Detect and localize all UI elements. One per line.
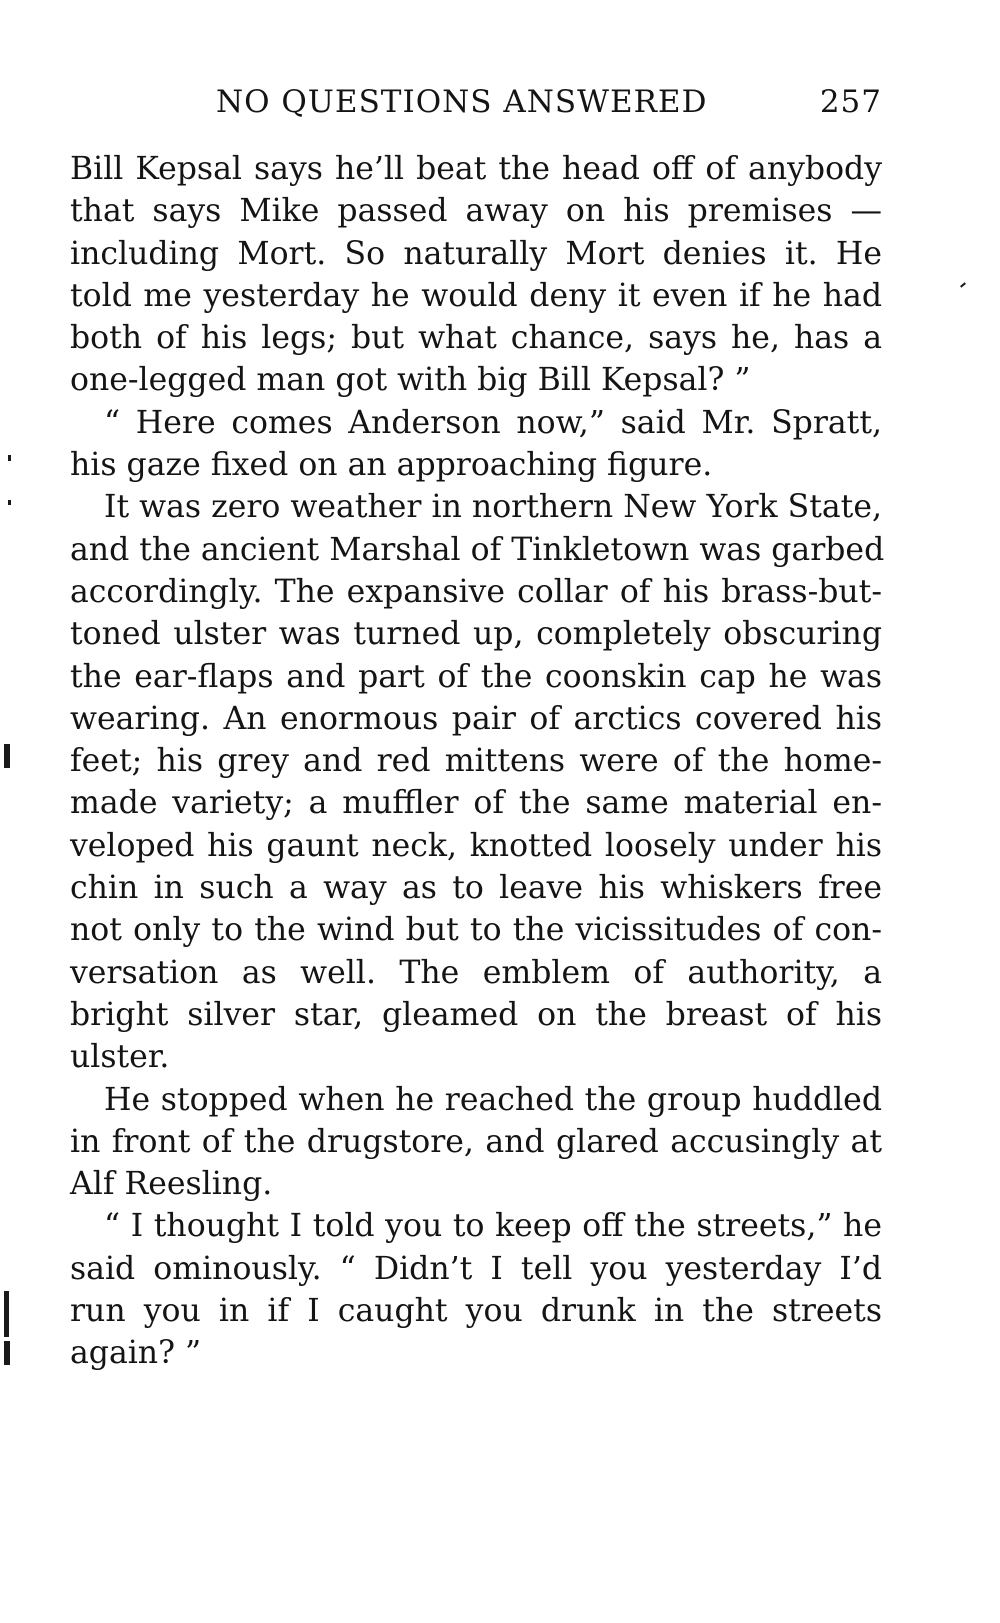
text-line: one-legged man got with big Bill Kepsal? ” [70, 362, 751, 399]
text-line: again? ” [70, 1335, 202, 1372]
scan-speck [8, 455, 11, 461]
text-line: veloped his gaunt neck, knotted loosely under his [70, 827, 882, 864]
text-line: bright silver star, gleamed on the breast of his [70, 996, 882, 1033]
text-line: in front of the drugstore, and glared accusingly at [70, 1123, 882, 1160]
text-line: toned ulster was turned up, completely obscuring [70, 616, 882, 653]
text-line: said ominously. “ Didn’t I tell you yesterday I’d [70, 1250, 882, 1287]
text-line: “ I thought I told you to keep off the streets,” he [104, 1208, 882, 1245]
text-line: wearing. An enormous pair of arctics covered his [70, 700, 882, 737]
text-line: his gaze fixed on an approaching figure. [70, 447, 713, 484]
text-line: He stopped when he reached the group huddled [104, 1081, 882, 1118]
text-line: Bill Kepsal says he’ll beat the head off of anybody [70, 151, 882, 187]
text-line: not only to the wind but to the vicissitudes of con- [70, 912, 882, 949]
running-title: NO QUESTIONS ANSWERED [216, 84, 708, 120]
text-line: ulster. [70, 1039, 170, 1076]
text-line: feet; his grey and red mittens were of the home- [70, 743, 882, 780]
text-line: made variety; a muffler of the same material en- [70, 785, 882, 822]
text-line: and the ancient Marshal of Tinkletown was garbed [70, 531, 885, 568]
scan-speck [960, 282, 966, 287]
text-line: both of his legs; but what chance, says he, has a [70, 320, 882, 357]
body-text [70, 148, 885, 1375]
scan-speck [4, 1291, 9, 1337]
running-head [70, 84, 882, 124]
text-line: versation as well. The emblem of authority, a [70, 954, 882, 991]
text-line: told me yesterday he would deny it even if he had [70, 277, 882, 314]
text-line: It was zero weather in northern New York State, [104, 489, 882, 526]
text-line: chin in such a way as to leave his whiskers free [70, 870, 882, 907]
text-line: that says Mike passed away on his premises — [70, 193, 882, 230]
scan-speck [8, 500, 11, 505]
text-line: including Mort. So naturally Mort denies it. He [70, 235, 882, 272]
text-line: “ Here comes Anderson now,” said Mr. Spratt, [104, 404, 882, 441]
page-number: 257 [819, 84, 882, 120]
text-line: run you in if I caught you drunk in the streets [70, 1293, 882, 1330]
text-line: Alf Reesling. [70, 1166, 273, 1203]
text-line: accordingly. The expansive collar of his brass-but- [70, 573, 882, 610]
scan-speck [4, 1341, 10, 1365]
text-line: the ear-flaps and part of the coonskin cap he was [70, 658, 882, 695]
scan-speck [4, 744, 10, 768]
